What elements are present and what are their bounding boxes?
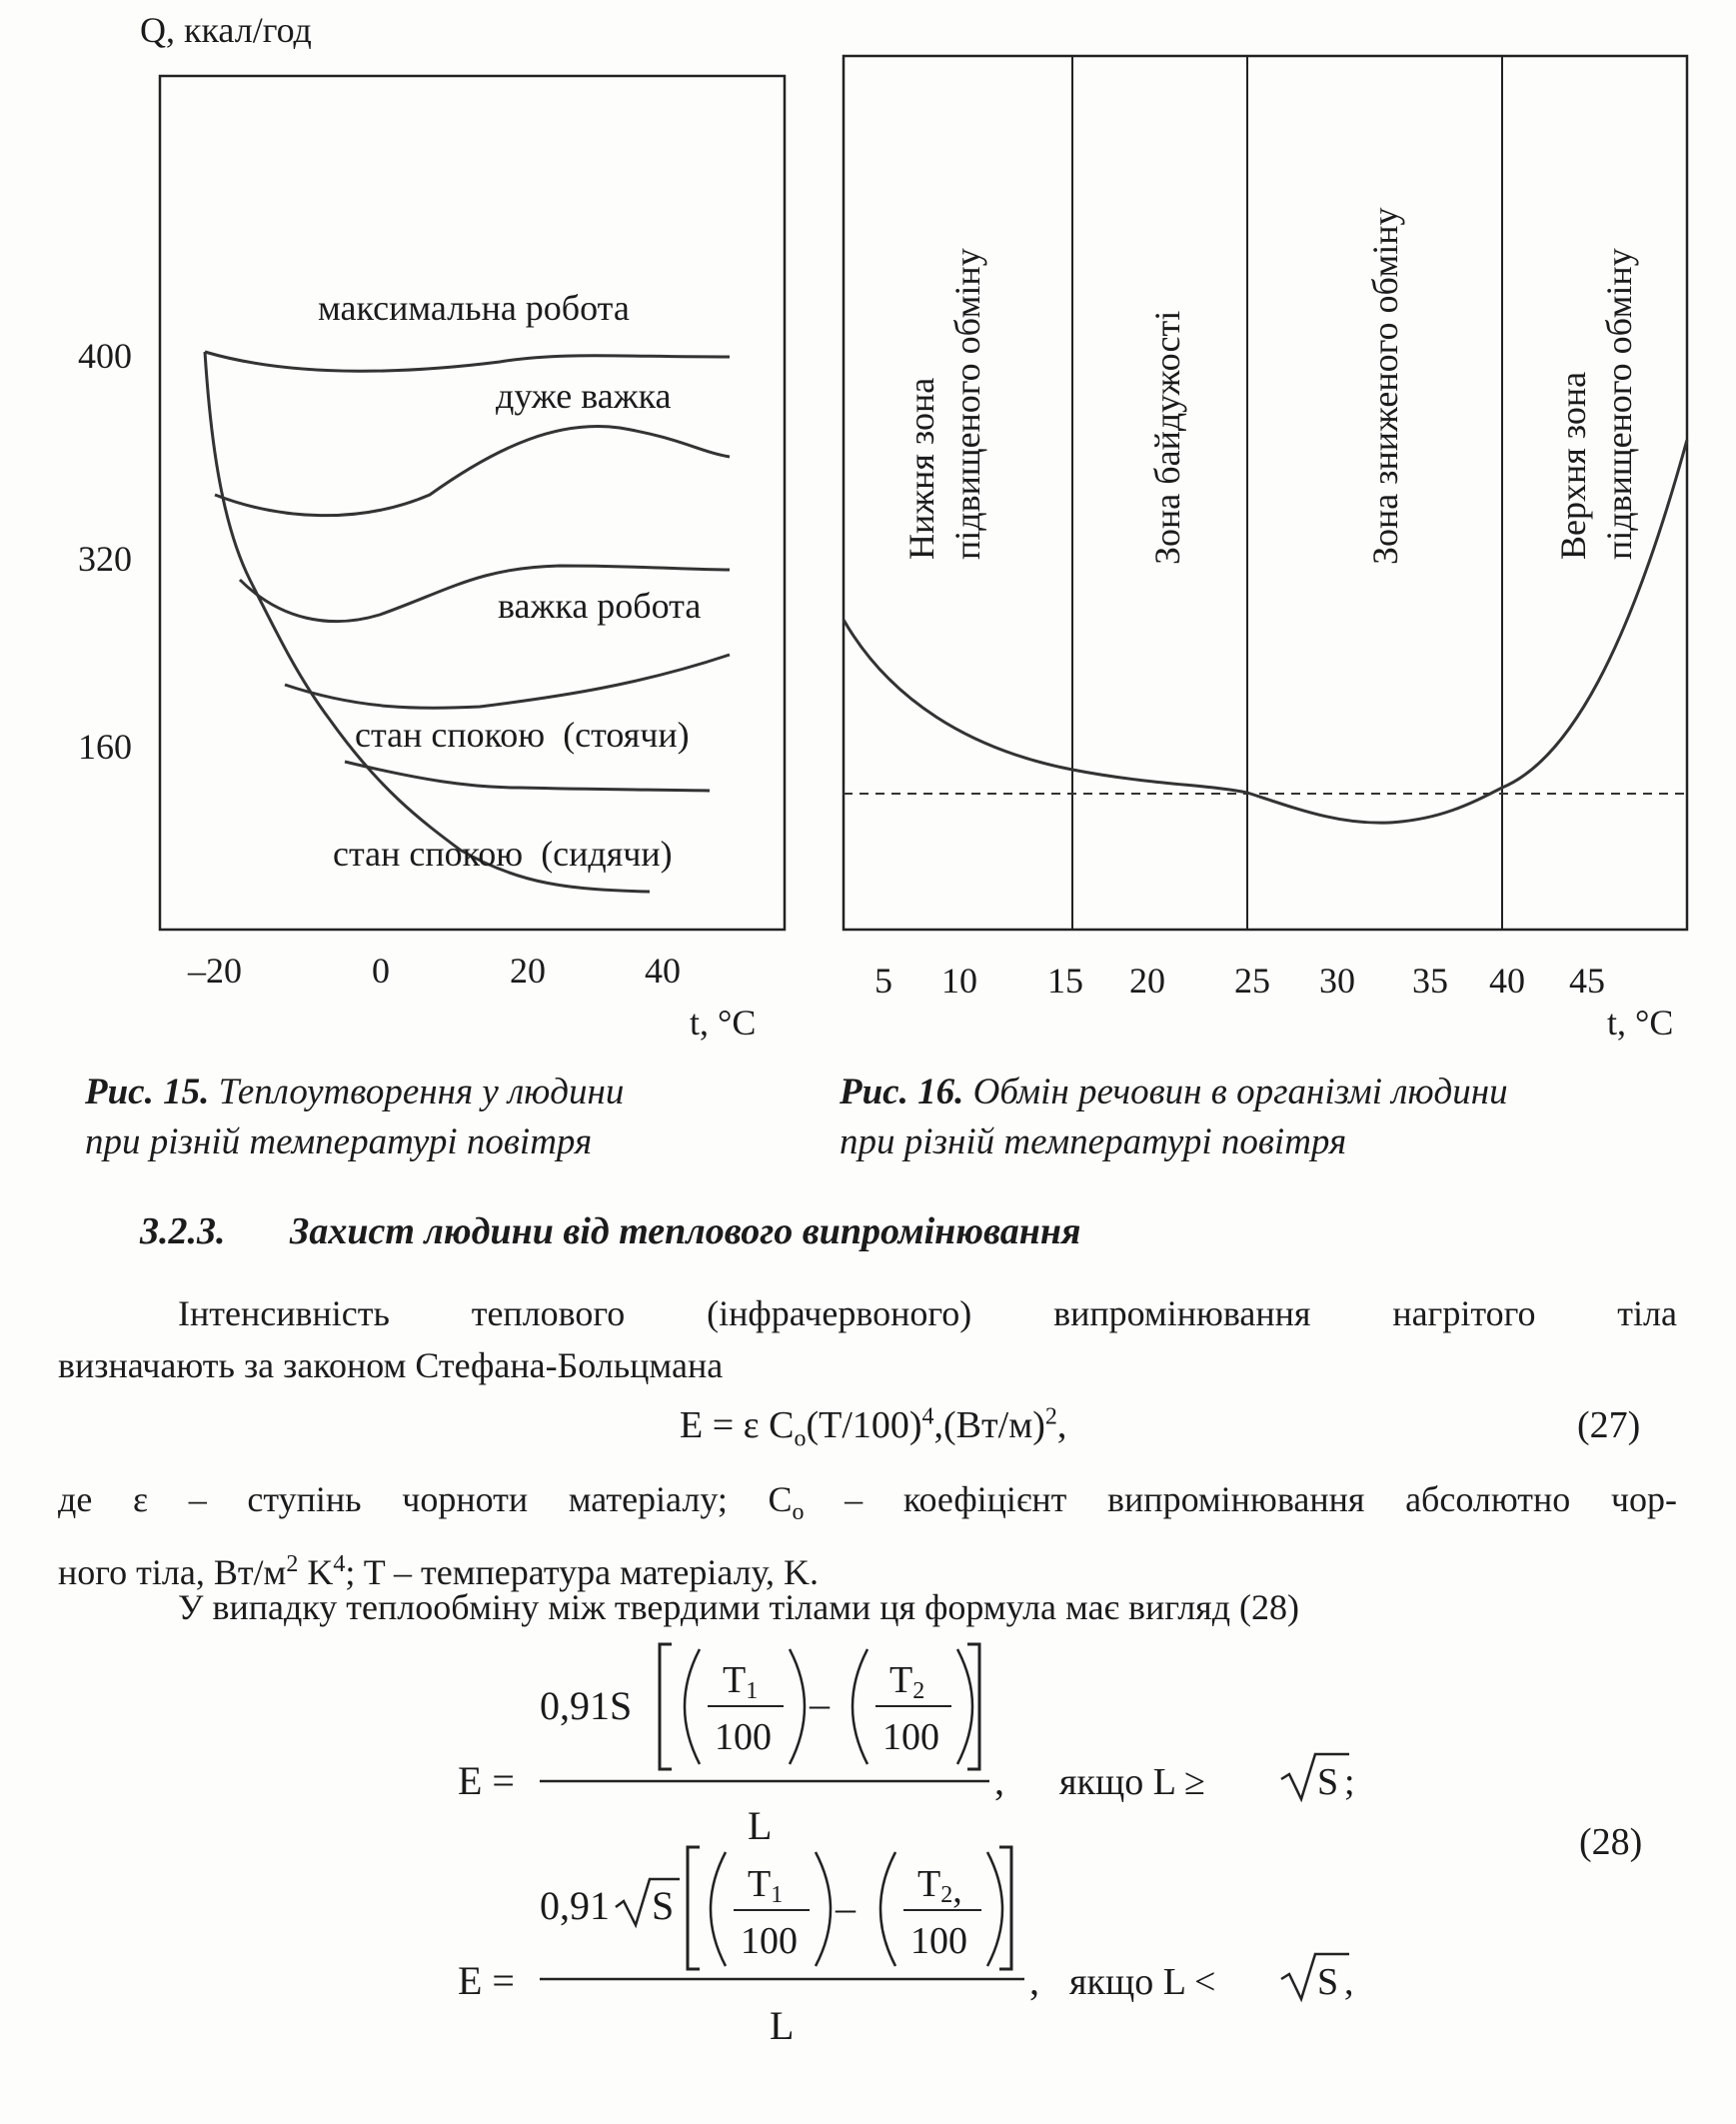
fig15-x-tick-40: 40 [645, 951, 681, 991]
fig15-label-rest-standing: стан спокою (стоячи) [355, 715, 690, 755]
p2-line2-b: K [298, 1552, 334, 1593]
eq28-first-T2: T2 [889, 1659, 925, 1704]
fig15-curve-very-heavy [215, 427, 730, 516]
p2-line1-b: – коефіцієнт випромінювання абсолютно чор- [804, 1479, 1678, 1519]
fig15-label-rest-sitting: стан спокою (сидячи) [333, 834, 673, 874]
fig15-x-tick-20: 20 [510, 951, 546, 991]
fig15-label-heavy: важка робота [498, 586, 702, 626]
fig16-x-tick-40: 40 [1489, 961, 1525, 1001]
eq28-first-paren1-open [685, 1649, 700, 1764]
eq28-second-E: E = [458, 1958, 515, 2003]
section-title: Захист людини від теплового випромінювання [290, 1210, 1081, 1252]
fig16-x-tick-35: 35 [1412, 961, 1448, 1001]
paragraph-3 [178, 1581, 1677, 1633]
eq28-first-E: E = [458, 1758, 515, 1803]
fig15-y-axis-label: Q, ккал/год [140, 10, 312, 50]
eq27-sub: o [794, 1425, 807, 1452]
eq28-second-100-b: 100 [910, 1920, 967, 1962]
eq27-part-b: (T/100) [806, 1404, 922, 1446]
eq28-second [458, 1847, 1354, 2048]
fig16-caption-text: Обмін речовин в організмі людини [972, 1071, 1508, 1112]
fig15-caption-text: Теплоутворення у людини [218, 1071, 625, 1112]
fig16-zone4-label-line1: Верхня зона [1553, 371, 1593, 560]
eq28-first-coef: 0,91S [540, 1683, 633, 1728]
eq28-first-paren2-open [853, 1649, 868, 1764]
fig15-curve-rest-sitting [345, 762, 710, 791]
section-heading [140, 1209, 1081, 1253]
fig16-caption-text2: при різній температурі повітря [840, 1121, 1347, 1162]
fig16-x-axis-label: t, °C [1607, 1003, 1674, 1043]
p2-line2-sup2: 4 [333, 1551, 346, 1578]
eq27-sup: 4 [921, 1403, 934, 1430]
fig16-zone4-label-line2: підвищеного обміну [1599, 248, 1639, 560]
fig15-caption-text2: при різній температурі повітря [85, 1121, 593, 1162]
eq28-first-100-a: 100 [715, 1716, 772, 1758]
eq28-first-minus: – [810, 1681, 830, 1726]
eq28-second-sqrt-cond [1281, 1954, 1349, 1999]
p2-line2-a: ного тіла, Вт/м [58, 1552, 287, 1593]
fig15-caption-number: Рис. 15. [85, 1071, 210, 1112]
fig16-x-tick-15: 15 [1047, 961, 1083, 1001]
fig16-zone3-label: Зона зниженого обміну [1365, 207, 1405, 565]
fig16-x-tick-10: 10 [941, 961, 977, 1001]
eq27-tail: , [1056, 1404, 1067, 1446]
eq28-second-paren1-open [711, 1852, 726, 1966]
fig16-x-tick-30: 30 [1319, 961, 1355, 1001]
p2-line1-a: де ε – ступінь чорноти матеріалу; C [58, 1479, 793, 1519]
eq27-part-a: E = ε C [680, 1404, 795, 1446]
fig16-chart [830, 0, 1729, 1089]
eq28-number: (28) [1579, 1821, 1643, 1863]
eq28-second-100-a: 100 [741, 1920, 798, 1962]
eq27-sup2: 2 [1044, 1403, 1057, 1430]
p2-line1-sub: o [792, 1499, 805, 1526]
fig16-caption-number: Рис. 16. [840, 1071, 964, 1112]
eq28-second-paren2-close [987, 1852, 1002, 1966]
paragraph-2 [58, 1473, 1677, 1598]
fig16-zone2-label: Зона байдужості [1147, 310, 1187, 565]
eq28-first-sqrt [1281, 1754, 1349, 1799]
eq28-second-T1: T1 [748, 1863, 784, 1908]
fig15-x-axis-label: t, °C [690, 1003, 757, 1043]
fig16-zone1-label-line2: підвищеного обміну [947, 248, 987, 560]
fig15-curve-max-work [205, 352, 730, 371]
fig16-x-tick-45: 45 [1569, 961, 1605, 1001]
fig15-caption [85, 1067, 805, 1167]
fig15-chart [0, 0, 820, 1089]
fig16-x-tick-25: 25 [1234, 961, 1270, 1001]
eq28-first-L: L [748, 1803, 773, 1848]
fig15-y-tick-160: 160 [78, 727, 132, 767]
eq28-second-paren1-close [816, 1852, 831, 1966]
fig16-zone1-label-line1: Нижня зона [901, 377, 941, 560]
fig15-y-tick-320: 320 [78, 539, 132, 579]
eq28-second-open-bracket [688, 1847, 700, 1969]
eq28-second-comma: , [1029, 1958, 1039, 2003]
eq28-first [458, 1644, 1355, 1848]
paragraph-1-line1: Інтенсивність теплового (інфрачервоного) випромінювання нагрітого тіла [178, 1293, 1677, 1333]
eq28-second-sqrt-S: S [652, 1883, 675, 1928]
fig15-x-tick-minus20: –20 [188, 951, 242, 991]
eq28-second-coef: 0,91 [540, 1883, 610, 1928]
eq28-second-trailing-comma: , [1344, 1961, 1354, 2003]
fig16-x-tick-20: 20 [1129, 961, 1165, 1001]
section-number: 3.2.3. [140, 1210, 226, 1252]
p2-line2-c: ; T – температура матеріалу, K. [345, 1552, 820, 1593]
eq28-first-paren1-close [790, 1649, 805, 1764]
eq28-second-L: L [770, 2003, 795, 2048]
equation-27-number: (27) [1577, 1404, 1641, 1446]
paragraph-2-line1 [58, 1473, 1677, 1538]
fig15-curve-rest-standing [285, 655, 730, 708]
fig16-caption [840, 1067, 1699, 1167]
eq28-first-100-b: 100 [882, 1716, 939, 1758]
eq28-first-paren2-close [957, 1649, 972, 1764]
fig15-label-very-heavy: дуже важка [496, 376, 672, 416]
eq28-first-comma: , [994, 1758, 1004, 1803]
fig15-label-max-work: максимальна робота [318, 288, 630, 328]
eq28-second-close-bracket [999, 1847, 1011, 1969]
fig15-x-tick-0: 0 [372, 951, 390, 991]
eq28-second-condition: якщо L < [1069, 1961, 1216, 2003]
eq28-second-T2: T2, [917, 1863, 962, 1911]
fig16-x-tick-5: 5 [874, 961, 892, 1001]
paragraph-3-line1: У випадку теплообміну між твердими тілами ця формула має вигляд (28) [178, 1587, 1300, 1627]
fig15-plot-frame [160, 76, 785, 930]
paragraph-1-line2: визначають за законом Стефана-Больцмана [58, 1345, 724, 1385]
eq28-second-minus: – [836, 1885, 856, 1930]
eq28-second-sqrt [616, 1879, 680, 1925]
fig15-y-tick-400: 400 [78, 336, 132, 376]
eq28-first-semicolon: ; [1344, 1761, 1355, 1803]
eq28-first-sqrt-S: S [1317, 1761, 1339, 1803]
eq28-second-sqrt-cond-S: S [1317, 1961, 1339, 2003]
equation-27 [680, 1403, 1066, 1453]
paragraph-1 [58, 1287, 1677, 1391]
p2-line2-sup: 2 [286, 1551, 299, 1578]
eq28-first-T1: T1 [723, 1659, 759, 1704]
eq27-part-c: ,(Вт/м) [933, 1404, 1045, 1446]
eq28-first-close-bracket [967, 1644, 979, 1769]
eq28-first-condition: якщо L ≥ [1059, 1761, 1205, 1803]
eq28-second-paren2-open [880, 1852, 895, 1966]
eq28-first-open-bracket [660, 1644, 672, 1769]
